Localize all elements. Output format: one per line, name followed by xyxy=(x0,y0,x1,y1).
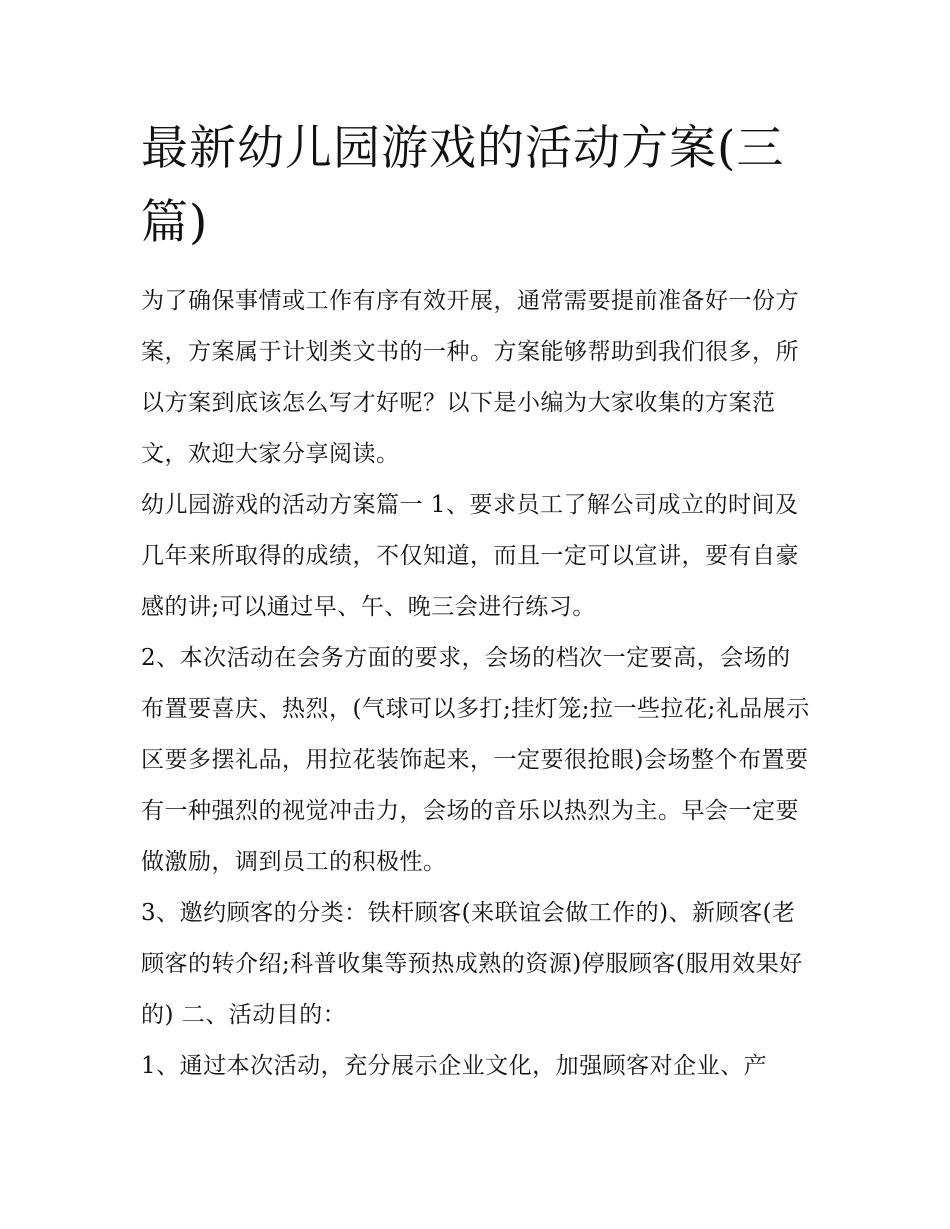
intro-paragraph: 为了确保事情或工作有序有效开展，通常需要提前准备好一份方案，方案属于计划类文书的一种。方案能够帮助到我们很多，所以方案到底该怎么写才好呢？以下是小编为大家收集的方案范文，欢迎大家分享阅读。 xyxy=(141,288,799,467)
section-one-paragraph: 幼儿园游戏的活动方案篇一 1、要求员工了解公司成立的时间及几年来所取得的成绩，不仅知道，而且一定可以宣讲，要有自豪感的讲;可以通过早、午、晚三会进行练习。 xyxy=(141,492,799,620)
item-two-paragraph: 2、本次活动在会务方面的要求，会场的档次一定要高，会场的布置要喜庆、热烈，(气球可以多打;挂灯笼;拉一些拉花;礼品展示区要多摆礼品，用拉花装饰起来，一定要很抢眼)会场整个布置要有一种强烈的视觉冲击力，会场的音乐以热烈为主。早会一定要做激励，调到员工的积极性。 xyxy=(141,645,810,875)
document-body xyxy=(141,112,813,1092)
item-three-paragraph: 3、邀约顾客的分类：铁杆顾客(来联谊会做工作的)、新顾客(老顾客的转介绍;科普收集等预热成熟的资源)停服顾客(服用效果好的) 二、活动目的： xyxy=(141,900,803,1028)
document-title: 最新幼儿园游戏的活动方案(三篇) xyxy=(141,121,785,250)
activity-goal-paragraph: 1、通过本次活动，充分展示企业文化，加强顾客对企业、产 xyxy=(141,1053,768,1079)
